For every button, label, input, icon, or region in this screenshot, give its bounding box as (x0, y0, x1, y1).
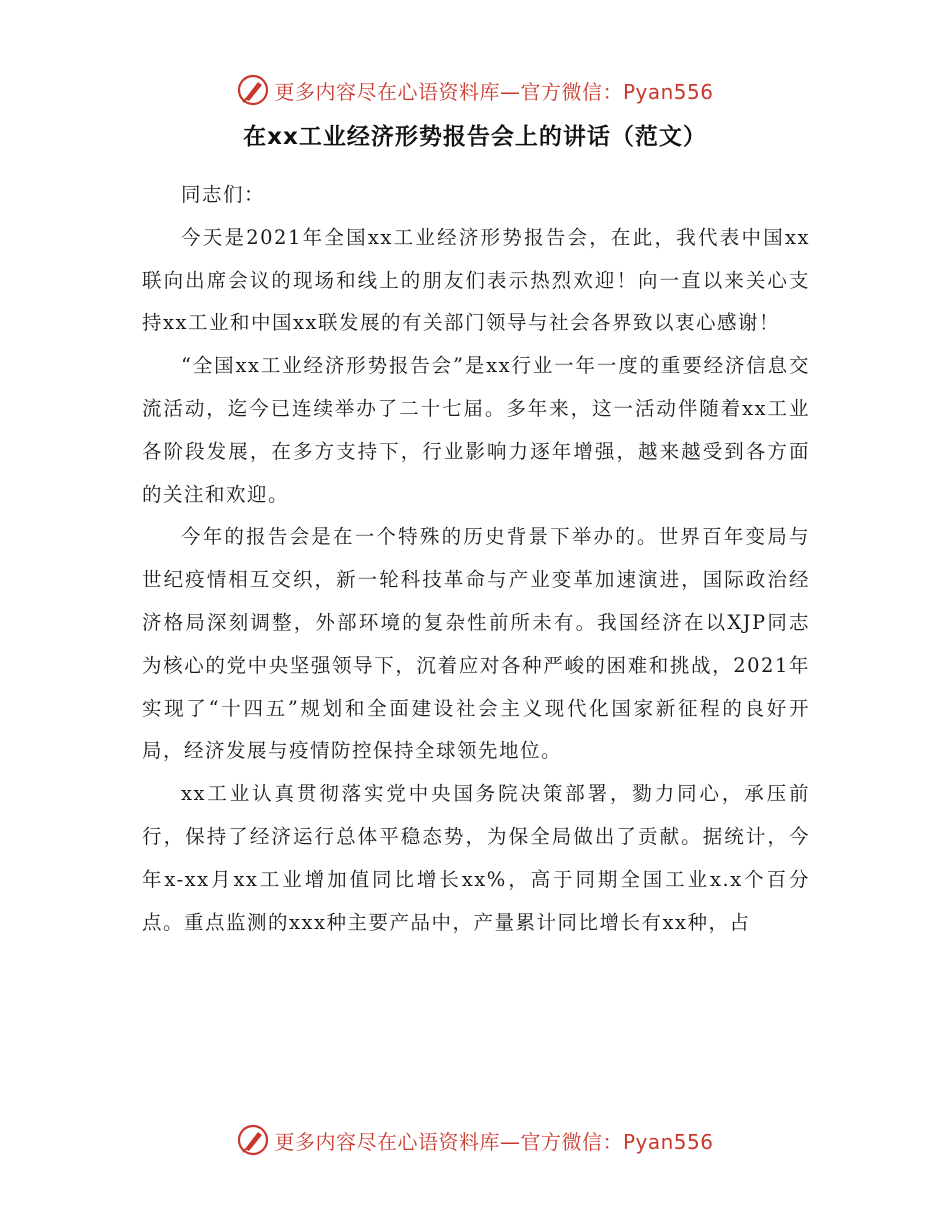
watermark-text: 更多内容尽在心语资料库—官方微信：Pyan556 (274, 1129, 714, 1154)
quill-pen-logo-icon (236, 73, 270, 107)
paragraph-3: 今年的报告会是在一个特殊的历史背景下举办的。世界百年变局与世纪疫情相互交织，新一轮科技革命与产业变革加速演进，国际政治经济格局深刻调整，外部环境的复杂性前所未有。我国经济在以XJP同志为核心的党中央坚强领导下，沉着应对各种严峻的困难和挑战，2021年实现了“十四五”规划和全面建设社会主义现代化国家新征程的良好开局，经济发展与疫情防控保持全球领先地位。 (142, 525, 810, 763)
document-title: 在xx工业经济形势报告会上的讲话（范文） (243, 124, 707, 150)
watermark-footer (0, 1120, 950, 1160)
document-body (142, 174, 810, 944)
quill-pen-logo-icon (236, 1123, 270, 1157)
paragraph-2: “全国xx工业经济形势报告会”是xx行业一年一度的重要经济信息交流活动，迄今已连续举办了二十七届。多年来，这一活动伴随着xx工业各阶段发展，在多方支持下，行业影响力逐年增强，越来越受到各方面的关注和欢迎。 (142, 354, 810, 506)
salutation: 同志们： (181, 183, 266, 206)
paragraph-4: xx工业认真贯彻落实党中央国务院决策部署，勠力同心，承压前行，保持了经济运行总体平稳态势，为保全局做出了贡献。据统计，今年x-xx月xx工业增加值同比增长xx%，高于同期全国工业x.x个百分点。重点监测的xxx种主要产品中，产量累计同比增长有xx种，占 (142, 782, 810, 934)
watermark-header (0, 70, 950, 110)
watermark-text: 更多内容尽在心语资料库—官方微信：Pyan556 (274, 79, 714, 104)
paragraph-1: 今天是2021年全国xx工业经济形势报告会，在此，我代表中国xx联向出席会议的现场和线上的朋友们表示热烈欢迎！向一直以来关心支持xx工业和中国xx联发展的有关部门领导与社会各界致以衷心感谢！ (142, 225, 810, 335)
